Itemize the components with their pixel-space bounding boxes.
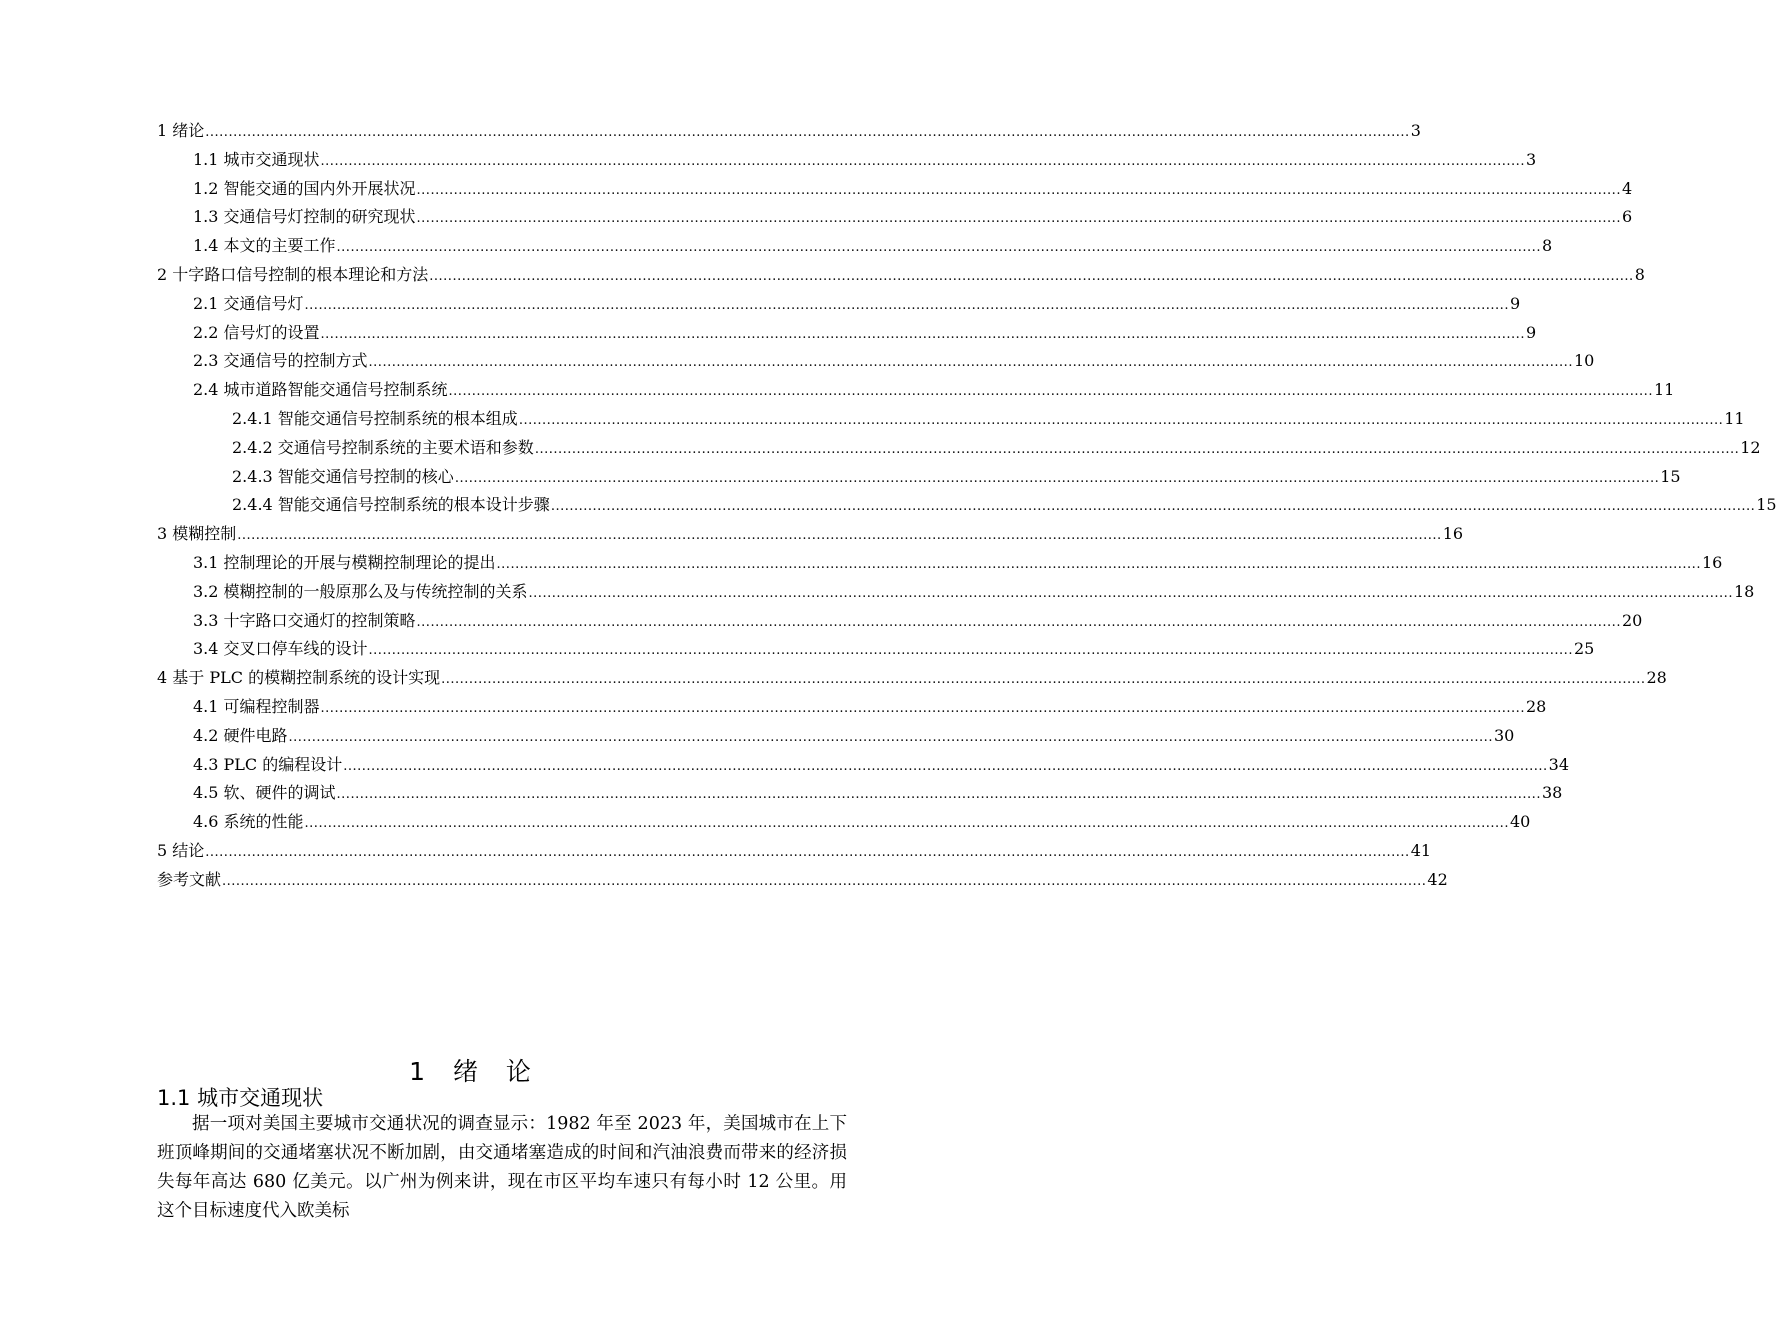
toc-entry-title: 3 模糊控制 [157, 524, 237, 544]
toc-entry-title: 2.4.1 智能交通信号控制系统的根本组成 [232, 408, 518, 428]
toc-entry[interactable] [157, 607, 1643, 636]
toc-entry[interactable] [157, 866, 1448, 895]
toc-entry-title: 1 绪论 [157, 121, 205, 140]
toc-entry-title: 2.4.2 交通信号控制系统的主要术语和参数 [232, 437, 534, 457]
toc-leader-dots: .................................................................................................................................................................................................................................................................... [528, 585, 1733, 601]
toc-leader-dots: .................................................................................................................................................................................................................................................................... [304, 816, 1509, 832]
toc-entry-title: 2.4.4 智能交通信号控制系统的根本设计步骤 [232, 495, 550, 515]
toc-entry[interactable] [157, 549, 1723, 578]
toc-leader-dots: .................................................................................................................................................................................................................................................................... [320, 326, 1525, 342]
toc-entry[interactable] [157, 376, 1675, 405]
toc-entry-page: 4 [1621, 178, 1633, 198]
toc-entry[interactable] [157, 520, 1464, 549]
toc-entry[interactable] [157, 347, 1595, 376]
toc-entry[interactable] [157, 319, 1537, 348]
toc-leader-dots: .................................................................................................................................................................................................................................................................... [416, 614, 1621, 630]
toc-leader-dots: .................................................................................................................................................................................................................................................................... [343, 758, 1548, 774]
toc-leader-dots: .................................................................................................................................................................................................................................................................... [336, 787, 1541, 803]
toc-entry-page: 42 [1427, 869, 1448, 889]
toc-entry-title: 2.2 信号灯的设置 [193, 322, 320, 342]
toc-entry[interactable] [157, 232, 1553, 261]
toc-leader-dots: .................................................................................................................................................................................................................................................................... [448, 384, 1653, 400]
toc-entry-title: 参考文献 [157, 869, 222, 889]
toc-entry-title: 2.4 城市道路智能交通信号控制系统 [193, 380, 448, 400]
toc-entry-page: 18 [1733, 581, 1755, 601]
body-paragraph: 据一项对美国主要城市交通状况的调查显示：1982 年至 2023 年，美国城市在上下班顶峰期间的交通堵塞状况不断加剧，由交通堵塞造成的时间和汽油浪费而带来的经济损失每年高达 680 亿美元。以广州为例来讲，现在市区平均车速只有每小时 12 公里。用这个目标速度代入欧美标 [157, 1114, 847, 1221]
toc-entry-title: 4.1 可编程控制器 [193, 696, 320, 716]
toc-entry-title: 4.2 硬件电路 [193, 725, 288, 745]
toc-entry-page: 15 [1756, 495, 1777, 515]
toc-leader-dots: .................................................................................................................................................................................................................................................................... [496, 556, 1701, 572]
toc-entry-page: 40 [1509, 812, 1531, 832]
toc-entry-page: 3 [1410, 121, 1421, 140]
toc-entry[interactable] [157, 664, 1667, 693]
toc-entry[interactable] [157, 146, 1537, 175]
toc-leader-dots: .................................................................................................................................................................................................................................................................... [304, 297, 1509, 313]
toc-entry[interactable] [157, 722, 1515, 751]
toc-leader-dots: .................................................................................................................................................................................................................................................................... [416, 211, 1621, 227]
toc-entry-title: 5 结论 [157, 840, 205, 860]
toc-leader-dots: .................................................................................................................................................................................................................................................................... [205, 844, 1410, 860]
toc-entry-page: 20 [1621, 610, 1643, 630]
toc-leader-dots: .................................................................................................................................................................................................................................................................... [416, 182, 1621, 198]
toc-leader-dots: .................................................................................................................................................................................................................................................................... [454, 470, 1660, 486]
toc-entry-title: 2 十字路口信号控制的根本理论和方法 [157, 264, 429, 284]
toc-entry-page: 38 [1541, 783, 1563, 803]
toc-leader-dots: .................................................................................................................................................................................................................................................................... [336, 240, 1541, 256]
toc-entry-page: 9 [1525, 322, 1537, 342]
toc-entry-page: 11 [1724, 408, 1745, 428]
toc-entry[interactable] [157, 751, 1570, 780]
toc-entry-page: 25 [1573, 639, 1595, 659]
toc-entry-title: 1.4 本文的主要工作 [193, 236, 336, 256]
toc-leader-dots: .................................................................................................................................................................................................................................................................... [237, 528, 1442, 544]
toc-entry[interactable] [157, 808, 1531, 837]
toc-entry-title: 3.1 控制理论的开展与模糊控制理论的提出 [193, 552, 496, 572]
table-of-contents [157, 117, 1777, 895]
toc-entry-title: 4 基于 PLC 的模糊控制系统的设计实现 [157, 668, 441, 688]
toc-leader-dots: .................................................................................................................................................................................................................................................................... [550, 499, 1756, 515]
toc-entry-page: 11 [1653, 380, 1675, 400]
toc-entry-title: 1.2 智能交通的国内外开展状况 [193, 178, 416, 198]
toc-entry-page: 28 [1525, 696, 1547, 716]
toc-leader-dots: .................................................................................................................................................................................................................................................................... [441, 672, 1646, 688]
toc-leader-dots: .................................................................................................................................................................................................................................................................... [368, 643, 1573, 659]
toc-entry-title: 1.1 城市交通现状 [193, 149, 320, 169]
toc-leader-dots: .................................................................................................................................................................................................................................................................... [518, 412, 1724, 428]
toc-entry-page: 6 [1621, 207, 1633, 227]
toc-leader-dots: .................................................................................................................................................................................................................................................................... [320, 700, 1525, 716]
toc-entry-title: 4.6 系统的性能 [193, 812, 304, 832]
toc-entry[interactable] [157, 463, 1681, 492]
toc-entry-title: 2.1 交通信号灯 [193, 293, 304, 313]
toc-entry[interactable] [157, 491, 1777, 520]
section-title: 1.1 城市交通现状 [157, 1086, 324, 1110]
toc-entry-title: 3.2 模糊控制的一般原那么及与传统控制的关系 [193, 581, 528, 601]
toc-entry[interactable] [157, 175, 1633, 204]
toc-entry-title: 4.3 PLC 的编程设计 [193, 754, 343, 774]
toc-entry-page: 41 [1410, 840, 1432, 860]
toc-entry-page: 28 [1646, 668, 1667, 688]
toc-entry[interactable] [157, 779, 1563, 808]
toc-leader-dots: .................................................................................................................................................................................................................................................................... [222, 873, 1427, 889]
toc-leader-dots: .................................................................................................................................................................................................................................................................... [534, 441, 1740, 457]
toc-entry-page: 9 [1509, 293, 1521, 313]
toc-entry-title: 2.3 交通信号的控制方式 [193, 351, 368, 371]
toc-leader-dots: .................................................................................................................................................................................................................................................................... [429, 268, 1634, 284]
toc-entry-page: 16 [1442, 524, 1464, 544]
toc-entry-page: 3 [1525, 149, 1537, 169]
toc-leader-dots: .................................................................................................................................................................................................................................................................... [288, 729, 1493, 745]
toc-entry-page: 30 [1493, 725, 1515, 745]
toc-entry-title: 1.3 交通信号灯控制的研究现状 [193, 207, 416, 227]
toc-entry[interactable] [157, 635, 1595, 664]
toc-entry[interactable] [157, 290, 1521, 319]
chapter-title: 1 绪 论 [409, 1057, 541, 1086]
toc-entry-page: 16 [1701, 552, 1723, 572]
toc-entry[interactable] [157, 578, 1755, 607]
toc-entry[interactable] [157, 434, 1761, 463]
toc-entry[interactable] [157, 261, 1645, 290]
toc-entry-title: 4.5 软、硬件的调试 [193, 783, 336, 803]
toc-entry[interactable] [157, 837, 1432, 866]
toc-entry-page: 12 [1740, 437, 1761, 457]
toc-entry[interactable] [157, 693, 1547, 722]
toc-entry-page: 34 [1548, 754, 1570, 774]
toc-entry-title: 3.4 交叉口停车线的设计 [193, 639, 368, 659]
toc-entry[interactable] [157, 405, 1745, 434]
toc-entry-page: 10 [1573, 351, 1595, 371]
toc-entry-title: 2.4.3 智能交通信号控制的核心 [232, 466, 454, 486]
toc-leader-dots: .................................................................................................................................................................................................................................................................... [320, 153, 1525, 169]
toc-entry[interactable] [157, 203, 1633, 232]
toc-entry[interactable] [157, 117, 1421, 146]
toc-entry-page: 8 [1634, 264, 1645, 284]
toc-entry-page: 8 [1541, 236, 1553, 256]
toc-leader-dots: .................................................................................................................................................................................................................................................................... [368, 355, 1573, 371]
toc-entry-page: 15 [1660, 466, 1681, 486]
toc-entry-title: 3.3 十字路口交通灯的控制策略 [193, 610, 416, 630]
toc-leader-dots: .................................................................................................................................................................................................................................................................... [205, 125, 1410, 140]
